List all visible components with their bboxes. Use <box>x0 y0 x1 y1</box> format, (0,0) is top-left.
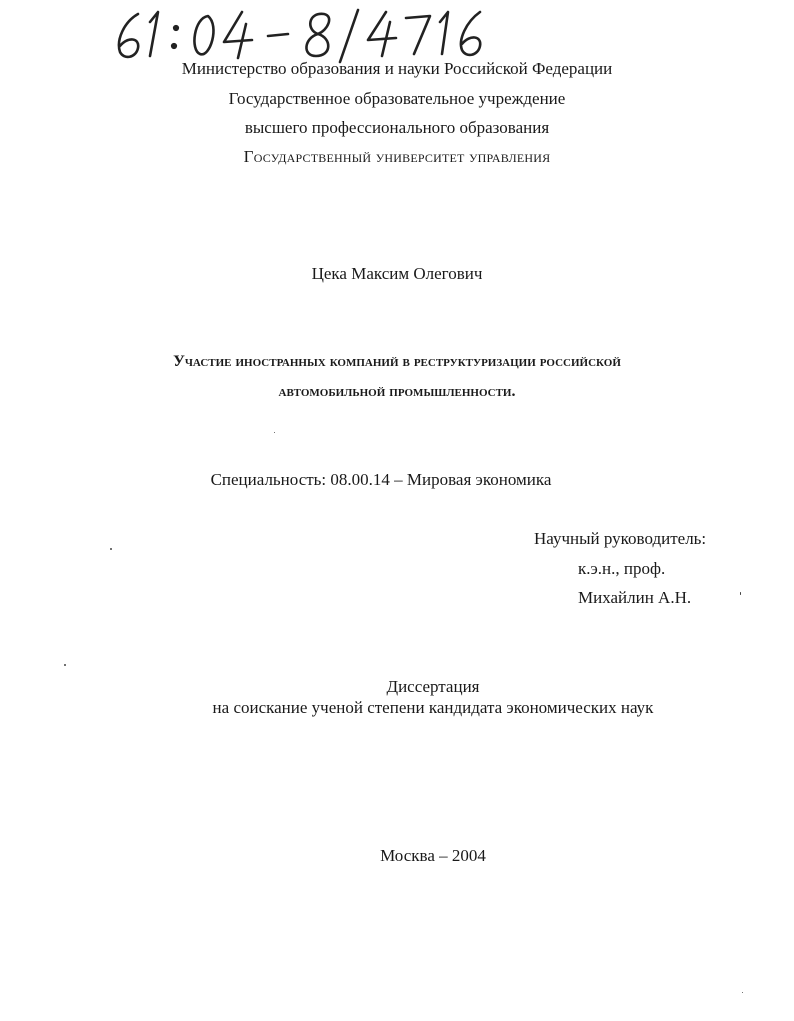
dissertation-label: Диссертация <box>386 677 480 696</box>
scan-speck <box>742 992 743 993</box>
title-line-2: автомобильной промышленности. <box>278 383 516 400</box>
scan-speck <box>110 548 112 550</box>
supervisor-name: Михайлин А.Н. <box>578 588 692 607</box>
handwritten-stroke-drawing <box>110 6 500 64</box>
ministry-line: Министерство образования и науки Российской Федерации <box>181 59 613 78</box>
institution-type-line: Государственное образовательное учреждение <box>228 89 566 108</box>
university-line: Государственный университет управления <box>243 147 551 166</box>
education-level-line: высшего профессионального образования <box>244 118 550 137</box>
title-line-1: Участие иностранных компаний в реструктуризации российской <box>173 353 621 370</box>
scan-speck <box>274 432 275 433</box>
dissertation-purpose: на соискание ученой степени кандидата экономических наук <box>212 698 654 717</box>
scan-speck <box>64 664 66 666</box>
city-year: Москва – 2004 <box>380 846 486 865</box>
supervisor-label: Научный руководитель: <box>534 529 707 548</box>
specialty-line: Специальность: 08.00.14 – Мировая экономика <box>210 470 552 489</box>
handwritten-archive-number <box>110 6 500 64</box>
author-name: Цека Максим Олегович <box>311 264 483 283</box>
supervisor-degree: к.э.н., проф. <box>578 559 666 578</box>
scan-speck <box>740 592 741 595</box>
